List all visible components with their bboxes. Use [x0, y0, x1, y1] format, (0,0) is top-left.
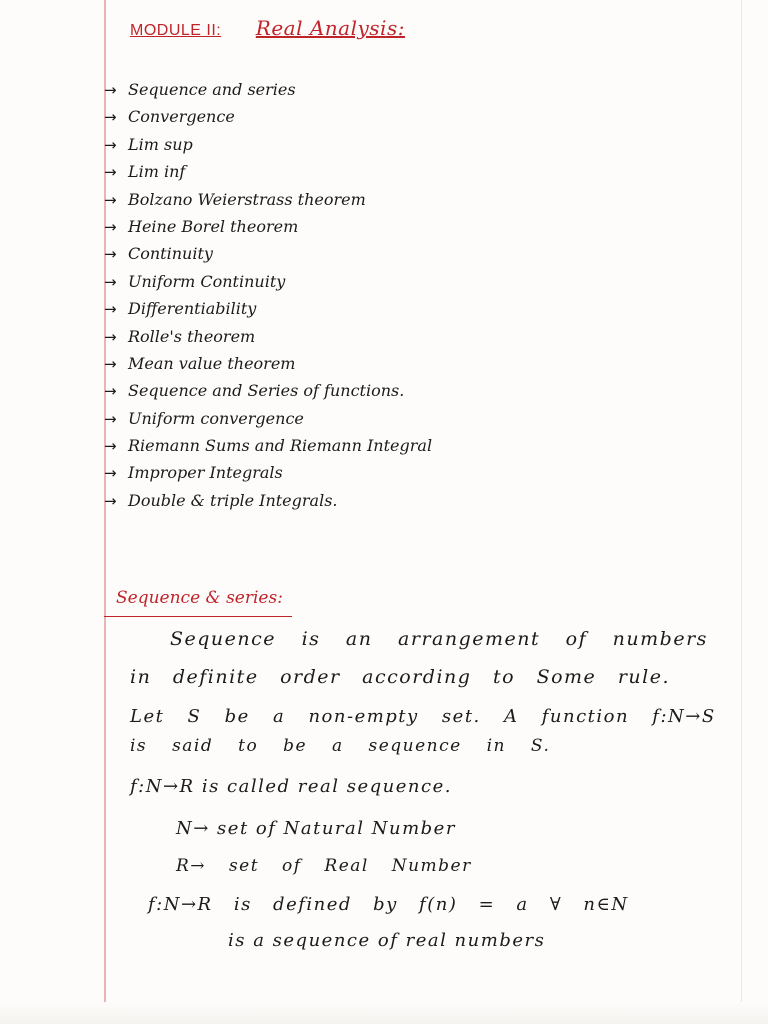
topic-label: Convergence	[128, 107, 235, 127]
topic-item	[104, 213, 432, 240]
arrow-icon: →	[104, 135, 117, 154]
definition-line: N→ set of Natural Number	[176, 818, 456, 839]
arrow-icon: →	[104, 409, 117, 428]
topic-list	[104, 76, 432, 514]
arrow-icon: →	[104, 217, 117, 236]
arrow-icon: →	[104, 491, 117, 510]
definition-line: f:N→R is called real sequence.	[130, 776, 452, 797]
topic-label: Uniform convergence	[128, 408, 304, 428]
definition-line: Sequence is an arrangement of numbers	[170, 628, 708, 650]
arrow-icon: →	[104, 327, 117, 346]
heading-underline	[104, 616, 292, 617]
section-heading: Sequence & series:	[116, 588, 283, 608]
topic-label: Mean value theorem	[128, 353, 296, 373]
topic-label: Continuity	[128, 244, 213, 264]
definition-line: Let S be a non-empty set. A function f:N→S	[130, 706, 716, 727]
topic-item	[104, 186, 432, 213]
topic-label: Improper Integrals	[128, 463, 283, 483]
arrow-icon: →	[104, 272, 117, 291]
topic-item	[104, 487, 432, 514]
arrow-icon: →	[104, 437, 117, 456]
topic-label: Lim inf	[128, 162, 186, 182]
topic-item	[104, 350, 432, 377]
topic-label: Sequence and series	[128, 80, 296, 99]
topic-label: Double & triple Integrals.	[128, 490, 338, 510]
arrow-icon: →	[104, 300, 117, 319]
definition-line: is a sequence of real numbers	[228, 930, 546, 951]
topic-item	[104, 405, 432, 432]
definition-line: in definite order according to Some rule.	[130, 666, 671, 688]
topic-item	[104, 377, 432, 404]
subject-title: Real Analysis:	[255, 16, 405, 40]
topic-label: Lim sup	[128, 134, 193, 154]
topic-item	[104, 103, 432, 130]
topic-item	[104, 295, 432, 322]
arrow-icon: →	[104, 464, 117, 483]
topic-item	[104, 432, 432, 459]
topic-label: Heine Borel theorem	[128, 216, 299, 236]
page-header	[130, 16, 405, 40]
arrow-icon: →	[104, 163, 117, 182]
arrow-icon: →	[104, 108, 117, 127]
definition-line: is said to be a sequence in S.	[130, 736, 551, 756]
topic-label: Bolzano Weierstrass theorem	[128, 189, 366, 209]
arrow-icon: →	[104, 382, 117, 401]
definition-line: f:N→R is defined by f(n) = a ∀ n∈N	[148, 894, 629, 915]
topic-item	[104, 76, 432, 103]
arrow-icon: →	[104, 245, 117, 264]
topic-item	[104, 323, 432, 350]
module-label: MODULE II:	[130, 22, 222, 39]
topic-label: Differentiability	[128, 299, 257, 319]
page-edge	[741, 0, 742, 1024]
topic-label: Sequence and Series of functions.	[128, 381, 405, 401]
page-shadow	[0, 1002, 768, 1024]
arrow-icon: →	[104, 354, 117, 373]
topic-item	[104, 240, 432, 267]
arrow-icon: →	[104, 81, 117, 99]
topic-item	[104, 158, 432, 185]
topic-item	[104, 268, 432, 295]
topic-label: Riemann Sums and Riemann Integral	[128, 436, 433, 456]
topic-label: Uniform Continuity	[128, 271, 286, 291]
arrow-icon: →	[104, 190, 117, 209]
definition-line: R→ set of Real Number	[176, 856, 472, 876]
topic-label: Rolle's theorem	[128, 326, 256, 346]
topic-item	[104, 131, 432, 158]
topic-item	[104, 459, 432, 486]
